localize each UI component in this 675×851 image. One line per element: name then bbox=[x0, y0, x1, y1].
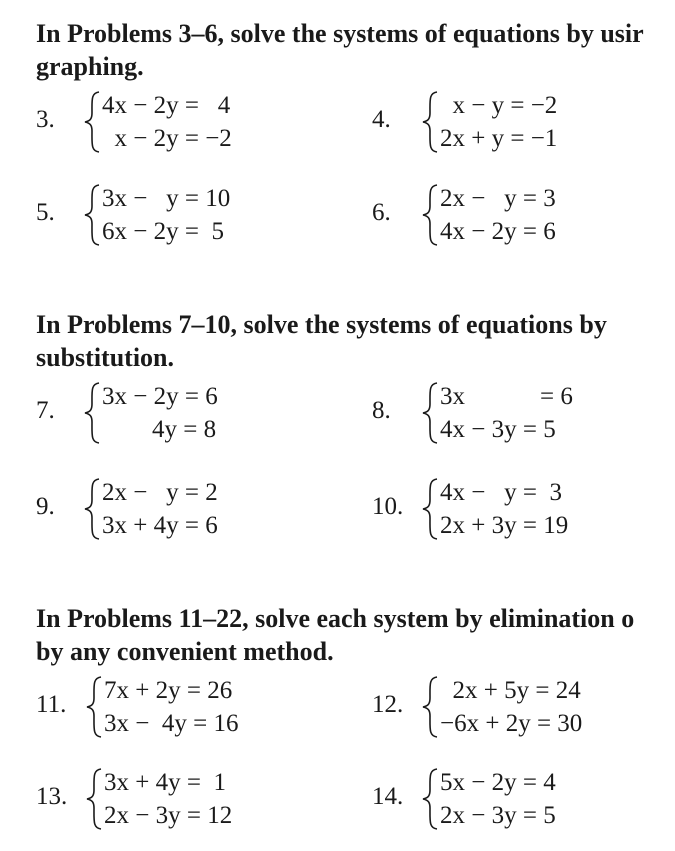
problem-number: 3. bbox=[36, 106, 55, 133]
problem-number: 9. bbox=[36, 493, 55, 520]
equation-2: −6x + 2y = 30 bbox=[440, 710, 583, 737]
left-brace-icon bbox=[84, 382, 100, 444]
problem-number: 10. bbox=[372, 493, 404, 520]
heading-line: In Problems 11–22, solve each system by elimination o bbox=[36, 604, 635, 633]
equation-1: 7x + 2y = 26 bbox=[104, 677, 233, 704]
section-heading-elimination bbox=[36, 602, 675, 668]
equation-2: 3x + 4y = 6 bbox=[102, 512, 218, 539]
section-heading-graphing bbox=[36, 17, 675, 83]
equation-2: 3x − 4y = 16 bbox=[104, 710, 239, 737]
heading-line: substitution. bbox=[36, 343, 174, 372]
left-brace-icon bbox=[422, 91, 438, 153]
heading-line: In Problems 7–10, solve the systems of equations by bbox=[36, 310, 607, 339]
left-brace-icon bbox=[86, 676, 102, 738]
equation-2: 2x + y = −1 bbox=[440, 125, 558, 152]
left-brace-icon bbox=[422, 382, 438, 444]
heading-line: In Problems 3–6, solve the systems of equations by usir bbox=[36, 19, 644, 48]
equation-1: 2x − y = 3 bbox=[440, 185, 556, 212]
equation-2: 2x + 3y = 19 bbox=[440, 512, 569, 539]
problem-number: 13. bbox=[36, 783, 68, 810]
left-brace-icon bbox=[84, 478, 100, 540]
problem-number: 14. bbox=[372, 783, 404, 810]
problem-number: 12. bbox=[372, 691, 404, 718]
left-brace-icon bbox=[422, 676, 438, 738]
left-brace-icon bbox=[84, 184, 100, 246]
problem-number: 6. bbox=[372, 199, 391, 226]
equation-2: 2x − 3y = 5 bbox=[440, 802, 556, 829]
equation-1: 3x − y = 10 bbox=[102, 185, 231, 212]
equation-1: 3x − 2y = 6 bbox=[102, 383, 218, 410]
equation-1: 4x − 2y = 4 bbox=[102, 92, 231, 119]
left-brace-icon bbox=[86, 768, 102, 830]
left-brace-icon bbox=[422, 478, 438, 540]
heading-line: graphing. bbox=[36, 52, 144, 81]
equation-1: 2x + 5y = 24 bbox=[440, 677, 581, 704]
equation-1: x − y = −2 bbox=[440, 92, 558, 119]
equation-2: x − 2y = −2 bbox=[102, 125, 232, 152]
problem-number: 11. bbox=[36, 691, 67, 718]
problem-number: 5. bbox=[36, 199, 55, 226]
heading-line: by any convenient method. bbox=[36, 637, 334, 666]
equation-1: 3x = 6 bbox=[440, 383, 573, 410]
equation-1: 5x − 2y = 4 bbox=[440, 769, 556, 796]
problem-number: 7. bbox=[36, 397, 55, 424]
left-brace-icon bbox=[422, 768, 438, 830]
equation-1: 3x + 4y = 1 bbox=[104, 769, 226, 796]
equation-2: 4x − 2y = 6 bbox=[440, 218, 556, 245]
equation-2: 4y = 8 bbox=[102, 416, 217, 443]
equation-2: 6x − 2y = 5 bbox=[102, 218, 224, 245]
equation-2: 2x − 3y = 12 bbox=[104, 802, 233, 829]
left-brace-icon bbox=[422, 184, 438, 246]
left-brace-icon bbox=[84, 91, 100, 153]
equation-1: 2x − y = 2 bbox=[102, 479, 218, 506]
equation-1: 4x − y = 3 bbox=[440, 479, 562, 506]
equation-2: 4x − 3y = 5 bbox=[440, 416, 556, 443]
problem-number: 4. bbox=[372, 106, 391, 133]
problem-number: 8. bbox=[372, 397, 391, 424]
section-heading-substitution bbox=[36, 308, 675, 374]
